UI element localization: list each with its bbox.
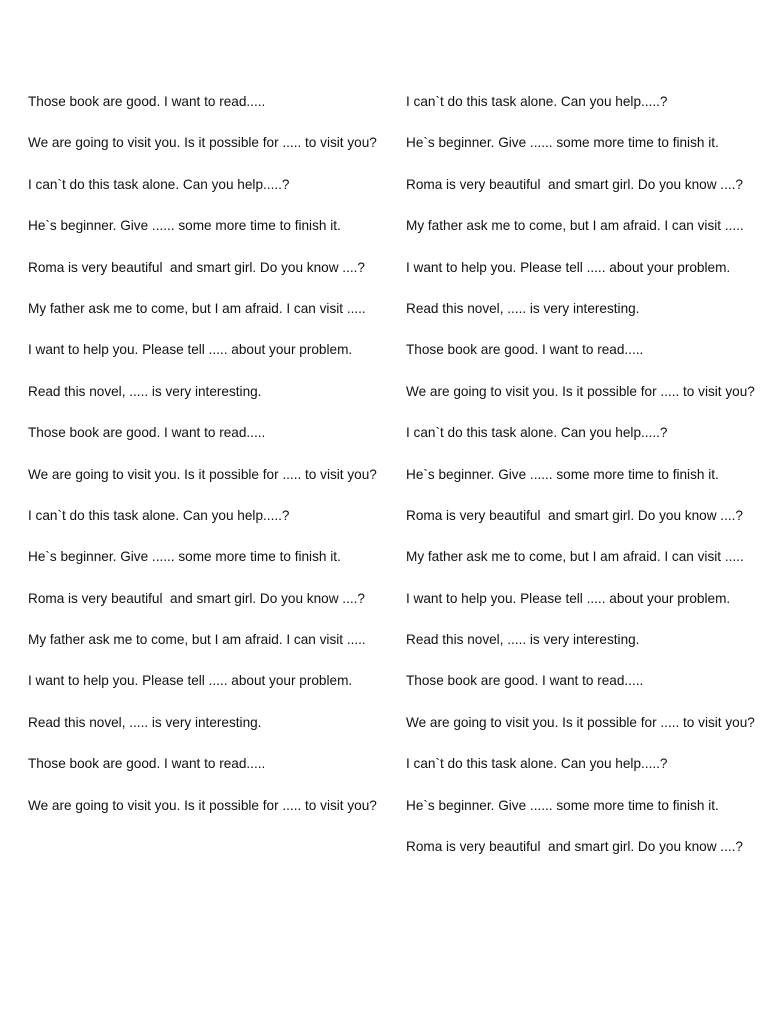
sentence: Read this novel, ..... is very interesting.	[28, 383, 262, 399]
sentence: Roma is very beautiful and smart girl. Do you know ....?	[406, 176, 743, 192]
sentence: Roma is very beautiful and smart girl. Do you know ....?	[28, 259, 365, 275]
sentence: I can`t do this task alone. Can you help.....?	[406, 94, 668, 109]
sentence: Read this novel, ..... is very interesting.	[406, 632, 640, 648]
sentence: Those book are good. I want to read.....	[28, 94, 266, 109]
sentence: I want to help you. Please tell ..... about your problem.	[28, 673, 353, 689]
sentence: Read this novel, ..... is very interesting.	[28, 714, 262, 730]
sentence: We are going to visit you. Is it possible for ..... to visit you?	[406, 383, 755, 399]
sentence: We are going to visit you. Is it possible for ..... to visit you?	[28, 797, 377, 813]
sentence: Those book are good. I want to read.....	[406, 342, 644, 358]
sentence: Those book are good. I want to read.....	[28, 425, 266, 441]
sentence: Roma is very beautiful and smart girl. Do you know ....?	[406, 839, 743, 855]
sentence: My father ask me to come, but I am afraid. I can visit .....	[406, 218, 744, 234]
sentence: Those book are good. I want to read.....	[28, 756, 266, 772]
sentence: My father ask me to come, but I am afraid. I can visit .....	[28, 300, 366, 316]
sentence: We are going to visit you. Is it possible for ..... to visit you?	[28, 135, 377, 151]
sentence: I want to help you. Please tell ..... about your problem.	[28, 342, 353, 358]
sentence: I can`t do this task alone. Can you help.....?	[28, 176, 290, 192]
sentence: He`s beginner. Give ...... some more time to finish it.	[406, 797, 719, 813]
sentence: I can`t do this task alone. Can you help.....?	[406, 756, 668, 772]
sentence: Roma is very beautiful and smart girl. Do you know ....?	[406, 507, 743, 523]
sentence: I want to help you. Please tell ..... about your problem.	[406, 590, 731, 606]
sentence: He`s beginner. Give ...... some more time to finish it.	[28, 218, 341, 234]
sentence: I can`t do this task alone. Can you help.....?	[28, 507, 290, 523]
right-column	[406, 88, 756, 874]
sentence: We are going to visit you. Is it possible for ..... to visit you?	[406, 714, 755, 730]
left-column	[28, 88, 378, 833]
sentence: My father ask me to come, but I am afraid. I can visit .....	[28, 632, 366, 648]
sentence: My father ask me to come, but I am afraid. I can visit .....	[406, 549, 744, 565]
sentence: We are going to visit you. Is it possible for ..... to visit you?	[28, 466, 377, 482]
sentence: He`s beginner. Give ...... some more time to finish it.	[406, 135, 719, 151]
sentence: He`s beginner. Give ...... some more time to finish it.	[28, 549, 341, 565]
sentence: Those book are good. I want to read.....	[406, 673, 644, 689]
sentence: Read this novel, ..... is very interesting.	[406, 300, 640, 316]
sentence: He`s beginner. Give ...... some more time to finish it.	[406, 466, 719, 482]
sentence: Roma is very beautiful and smart girl. Do you know ....?	[28, 590, 365, 606]
sentence: I can`t do this task alone. Can you help.....?	[406, 425, 668, 441]
sentence: I want to help you. Please tell ..... about your problem.	[406, 259, 731, 275]
